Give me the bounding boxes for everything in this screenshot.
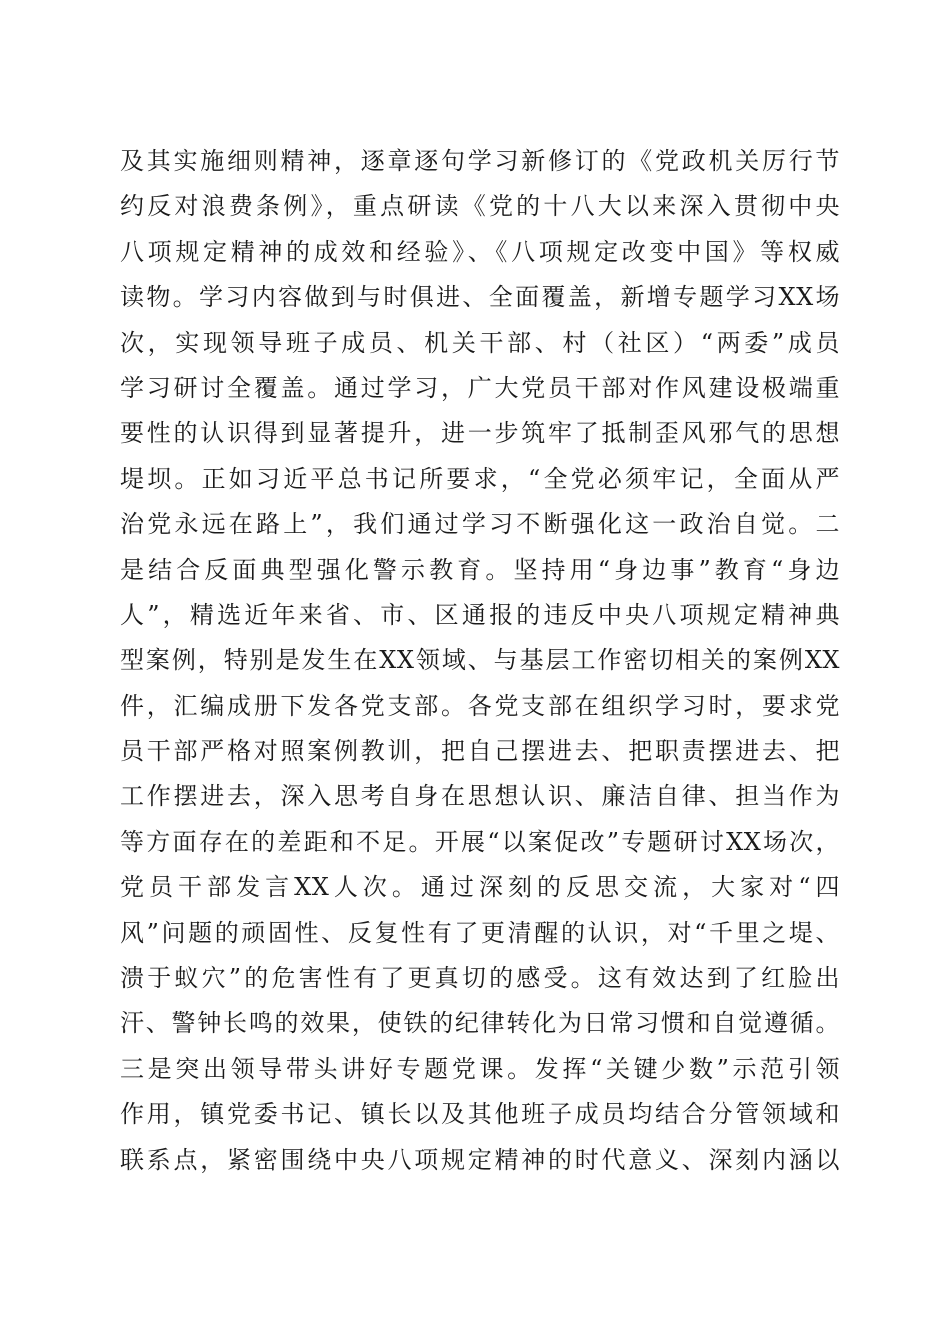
- text-line: 党员干部发言XX人次。通过深刻的反思交流，大家对“四: [120, 873, 840, 902]
- text-line: 型案例，特别是发生在XX领域、与基层工作密切相关的案例XX: [120, 646, 840, 675]
- text-line: 读物。学习内容做到与时俱进、全面覆盖，新增专题学习XX场: [120, 283, 840, 312]
- text-line: 次，实现领导班子成员、机关干部、村（社区）“两委”成员: [120, 328, 840, 357]
- text-line: 要性的认识得到显著提升，进一步筑牢了抵制歪风邪气的思想: [120, 419, 840, 448]
- text-line: 件，汇编成册下发各党支部。各党支部在组织学习时，要求党: [120, 691, 840, 720]
- text-line: 员干部严格对照案例教训，把自己摆进去、把职责摆进去、把: [120, 737, 840, 766]
- text-line: 是结合反面典型强化警示教育。坚持用“身边事”教育“身边: [120, 555, 840, 584]
- text-line: 工作摆进去，深入思考自身在思想认识、廉洁自律、担当作为: [120, 782, 840, 811]
- text-line: 汗、警钟长鸣的效果，使铁的纪律转化为日常习惯和自觉遵循。: [120, 1009, 840, 1038]
- text-line: 三是突出领导带头讲好专题党课。发挥“关键少数”示范引领: [120, 1054, 840, 1083]
- text-line: 约反对浪费条例》，重点研读《党的十八大以来深入贯彻中央: [120, 192, 840, 221]
- text-line: 溃于蚁穴”的危害性有了更真切的感受。这有效达到了红脸出: [120, 964, 840, 993]
- text-line: 等方面存在的差距和不足。开展“以案促改”专题研讨XX场次，: [120, 827, 840, 856]
- body-text: [120, 139, 840, 1183]
- text-line: 学习研讨全覆盖。通过学习，广大党员干部对作风建设极端重: [120, 373, 840, 402]
- text-line: 人”，精选近年来省、市、区通报的违反中央八项规定精神典: [120, 600, 840, 629]
- text-line: 联系点，紧密围绕中央八项规定精神的时代意义、深刻内涵以: [120, 1145, 840, 1174]
- text-line: 堤坝。正如习近平总书记所要求，“全党必须牢记，全面从严: [120, 464, 840, 493]
- text-line: 作用，镇党委书记、镇长以及其他班子成员均结合分管领域和: [120, 1100, 840, 1129]
- text-line: 风”问题的顽固性、反复性有了更清醒的认识，对“千里之堤、: [120, 918, 840, 947]
- text-line: 及其实施细则精神，逐章逐句学习新修订的《党政机关厉行节: [120, 147, 840, 175]
- text-line: 治党永远在路上”，我们通过学习不断强化这一政治自觉。二: [120, 510, 840, 539]
- text-line: 八项规定精神的成效和经验》、《八项规定改变中国》等权威: [120, 237, 840, 266]
